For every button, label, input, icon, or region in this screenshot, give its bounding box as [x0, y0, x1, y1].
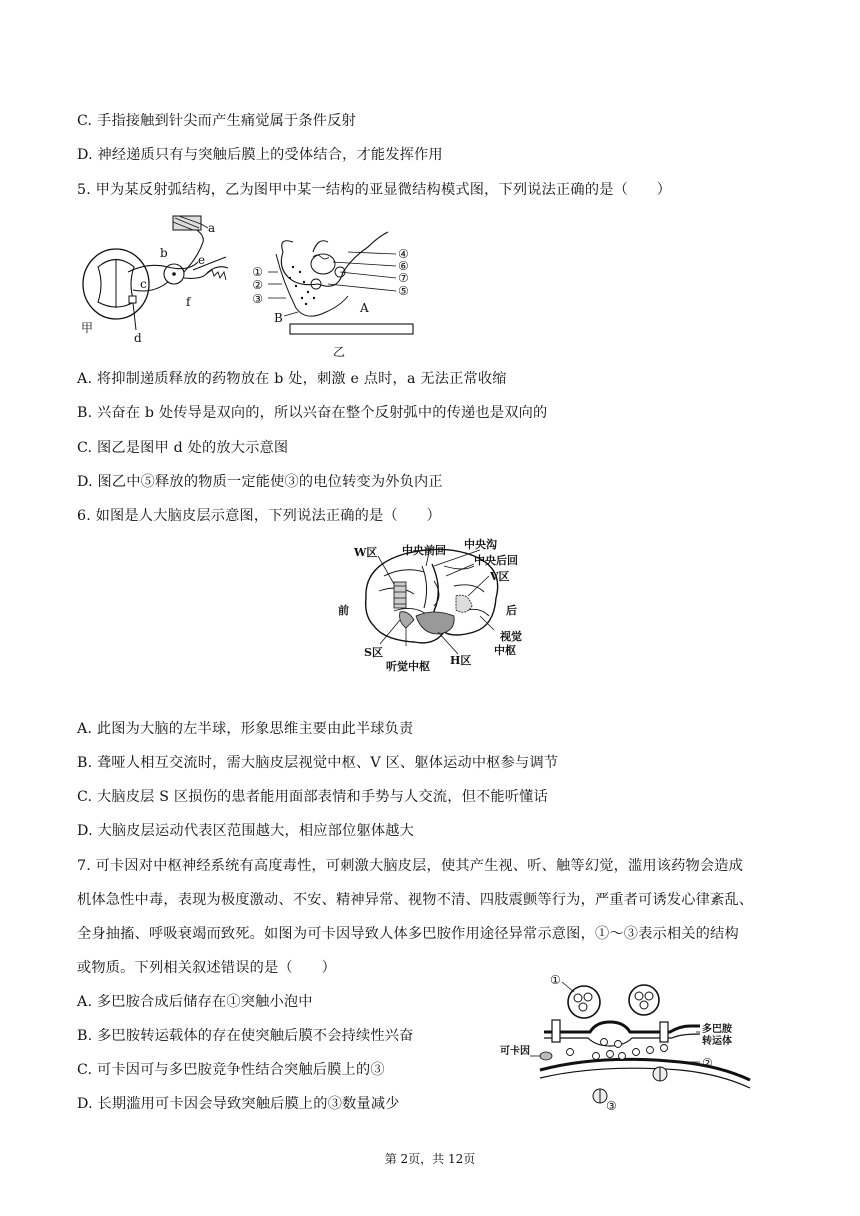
fig5-label-c: c — [140, 277, 147, 291]
fig5-num-6: ⑥ — [398, 259, 409, 273]
fig6-h-area: H区 — [450, 654, 472, 667]
q7-stem-line-3: 全身抽搐、呼吸衰竭而致死。如图为可卡因导致人体多巴胺作用途径异常示意图，①～③表示相关的结构 — [77, 926, 739, 942]
q6-brain-figure — [334, 536, 534, 676]
fig6-s-area: S区 — [364, 646, 383, 659]
fig5-num-1: ① — [252, 265, 263, 279]
fig6-sulcus: 中央沟 — [464, 538, 497, 551]
fig6-auditory: 听觉中枢 — [386, 660, 430, 673]
fig6-back: 后 — [506, 604, 517, 617]
q7-stem-line-4: 或物质。下列相关叙述错误的是（ ） — [77, 960, 336, 976]
fig5-label-d: d — [134, 331, 142, 345]
q6-option-b: B. 聋哑人相互交流时，需大脑皮层视觉中枢、V 区、躯体运动中枢参与调节 — [77, 755, 559, 771]
q7-option-c: C. 可卡因可与多巴胺竞争性结合突触后膜上的③ — [77, 1062, 385, 1078]
q6-option-d: D. 大脑皮层运动代表区范围越大，相应部位躯体越大 — [77, 823, 415, 839]
q5-option-a: A. 将抑制递质释放的药物放在 b 处，刺激 e 点时，a 无法正常收缩 — [77, 371, 507, 387]
q5-option-d: D. 图乙中⑤释放的物质一定能使③的电位转变为外负内正 — [77, 474, 443, 490]
q5-option-c: C. 图乙是图甲 d 处的放大示意图 — [77, 440, 289, 456]
fig7-cocaine: 可卡因 — [500, 1046, 530, 1057]
fig5-label-b: b — [160, 246, 168, 260]
q4-option-c: C. 手指接触到针尖而产生痛觉属于条件反射 — [77, 113, 356, 129]
fig6-postcentral: 中央后回 — [474, 554, 518, 567]
fig6-visual-2: 中枢 — [494, 644, 516, 657]
q4-option-d: D. 神经递质只有与突触后膜上的受体结合，才能发挥作用 — [77, 147, 443, 163]
page-footer: 第 2页，共 12页 — [384, 1152, 476, 1166]
fig5-label-e: e — [198, 253, 206, 267]
fig7-num-3: ③ — [606, 1099, 617, 1113]
fig5-num-5: ⑤ — [398, 284, 409, 298]
fig7-transporter-2: 转运体 — [702, 1036, 732, 1047]
q5-option-b: B. 兴奋在 b 处传导是双向的，所以兴奋在整个反射弧中的传递也是双向的 — [77, 405, 548, 421]
q7-stem-line-2: 机体急性中毒，表现为极度激动、不安、精神异常、视物不清、四肢震颤等行为，严重者可诱发心律紊乱、 — [77, 892, 754, 908]
fig6-precentral: 中央前回 — [402, 544, 446, 557]
fig6-visual-1: 视觉 — [500, 630, 522, 643]
fig5-label-B: B — [274, 311, 283, 325]
q6-option-c: C. 大脑皮层 S 区损伤的患者能用面部表情和手势与人交流，但不能听懂话 — [77, 789, 548, 805]
q7-option-d: D. 长期滥用可卡因会导致突触后膜上的③数量减少 — [77, 1096, 400, 1112]
q6-stem: 6. 如图是人大脑皮层示意图，下列说法正确的是（ ） — [77, 508, 441, 524]
fig5-label-f: f — [186, 295, 191, 309]
q7-option-b: B. 多巴胺转运载体的存在使突触后膜不会持续性兴奋 — [77, 1028, 414, 1044]
q5-figure — [78, 212, 418, 362]
fig7-num-2: ② — [702, 1056, 713, 1070]
fig5-num-4: ④ — [398, 247, 409, 261]
fig5-label-yi: 乙 — [333, 345, 346, 359]
fig5-num-7: ⑦ — [398, 271, 409, 285]
fig5-label-jia: 甲 — [81, 321, 94, 335]
q7-synapse-figure — [500, 970, 790, 1115]
fig5-num-3: ③ — [252, 292, 263, 306]
fig7-transporter-1: 多巴胺 — [702, 1024, 732, 1035]
q7-option-a: A. 多巴胺合成后储存在①突触小泡中 — [77, 994, 313, 1010]
q5-stem: 5. 甲为某反射弧结构，乙为图甲中某一结构的亚显微结构模式图，下列说法正确的是（ ） — [77, 182, 672, 198]
fig5-label-a: a — [208, 221, 216, 235]
q7-stem-line-1: 7. 可卡因对中枢神经系统有高度毒性，可刺激大脑皮层，使其产生视、听、触等幻觉，滥用该药物会造成 — [77, 858, 744, 874]
fig5-num-2: ② — [252, 278, 263, 292]
fig5-label-A: A — [360, 301, 369, 315]
q6-option-a: A. 此图为大脑的左半球，形象思维主要由此半球负责 — [77, 721, 414, 737]
fig7-num-1: ① — [550, 973, 561, 987]
fig6-front: 前 — [338, 604, 349, 617]
fig6-w-area: W区 — [354, 546, 378, 559]
fig6-v-area: V区 — [490, 570, 510, 583]
